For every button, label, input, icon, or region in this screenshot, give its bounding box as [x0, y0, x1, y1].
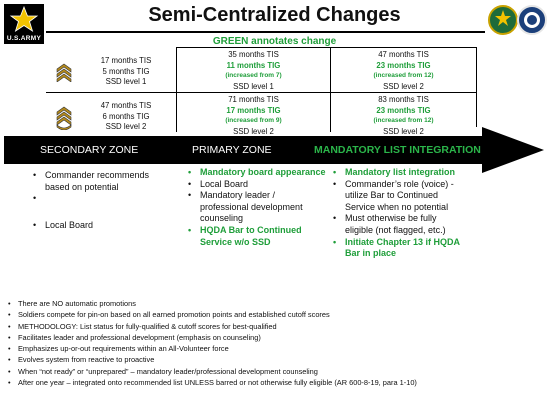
secondary-zone-label: SECONDARY ZONE	[40, 144, 139, 156]
primary-zone-label: PRIMARY ZONE	[192, 144, 272, 156]
column-divider-3	[476, 47, 477, 127]
row2-primary-tis: 71 months TIS	[228, 95, 279, 104]
row2-mandatory-ssd: SSD level 2	[383, 126, 424, 136]
row-divider	[46, 92, 476, 93]
title-underline	[46, 31, 485, 33]
list-item: • Local Board	[186, 179, 326, 191]
summary-bullet: • Emphasizes up-or-out requirements within an All-Volunteer force	[4, 343, 544, 354]
list-item: • Commander recommends based on potential	[31, 170, 171, 193]
summary-bullet: • Evolves system from reactive to proactive	[4, 354, 544, 365]
summary-bullet: • Facilitates leader and professional development (emphasis on counseling)	[4, 332, 544, 343]
mandatory-zone-list	[331, 167, 461, 260]
list-item: • Commander’s role (voice) - utilize Bar to Continued Service when no potential	[331, 179, 461, 214]
list-item: • Local Board	[31, 220, 171, 232]
summary-bullet: • METHODOLOGY: List status for fully-qualified & cutoff scores for best-qualified	[4, 321, 544, 332]
list-item: • Mandatory leader / professional development counseling	[186, 190, 326, 225]
row1-secondary-ssd: SSD level 1	[105, 77, 147, 86]
row1-secondary-cell	[76, 56, 176, 88]
page-title: Semi-Centralized Changes	[148, 4, 401, 26]
row1-primary-cell	[177, 50, 330, 92]
row1-primary-tis: 35 months TIS	[228, 50, 279, 59]
row1-secondary-tis: 17 months TIS	[100, 56, 152, 65]
list-item: • Must otherwise be fully eligible (not flagged, etc.)	[331, 213, 461, 236]
row1-primary-note: (increased from 7)	[225, 72, 282, 79]
row2-secondary-ssd: SSD level 2	[105, 122, 147, 131]
row1-secondary-tig: 5 months TIG	[102, 66, 150, 76]
row2-primary-note: (increased from 9)	[225, 117, 282, 124]
summary-bullet: • After one year – integrated onto recommended list UNLESS barred or not otherwise fully eligible (AR 600-8-19, para 1-10)	[4, 377, 544, 388]
summary-bullet: • Soldiers compete for pin-on based on all earned promotion points and established cutoff scores	[4, 309, 544, 320]
row2-primary-ssd: SSD level 2	[233, 126, 274, 136]
row1-mandatory-ssd: SSD level 2	[383, 81, 424, 91]
secondary-zone-list	[31, 170, 171, 204]
row2-primary-tig: 17 months TIG	[226, 105, 281, 115]
summary-bullets	[4, 298, 544, 388]
primary-zone-list	[186, 167, 326, 248]
row1-primary-ssd: SSD level 1	[233, 81, 274, 91]
row1-mandatory-cell	[331, 50, 476, 92]
list-item: • Initiate Chapter 13 if HQDA Bar in place	[331, 237, 461, 260]
mandatory-zone-label: MANDATORY LIST INTEGRATION	[314, 144, 481, 156]
seals-icon	[488, 3, 548, 37]
list-item: • HQDA Bar to Continued Service w/o SSD	[186, 225, 326, 248]
row2-secondary-tis: 47 months TIS	[100, 101, 152, 110]
row1-primary-tig: 11 months TIG	[226, 60, 281, 70]
row2-secondary-tig: 6 months TIG	[102, 111, 150, 121]
green-annotation-note: GREEN annotates change	[212, 36, 337, 47]
row-divider-top	[176, 47, 476, 48]
sergeant-rank-icon	[56, 62, 72, 82]
list-item: • Mandatory board appearance	[186, 167, 326, 179]
summary-bullet: • When “not ready” or “unprepared” – mandatory leader/professional development counseling	[4, 366, 544, 377]
list-item: • Mandatory list integration	[331, 167, 461, 179]
summary-bullet: • There are NO automatic promotions	[4, 298, 544, 309]
row2-mandatory-tis: 83 months TIS	[378, 95, 429, 104]
secondary-zone-list-2	[31, 220, 171, 232]
row2-mandatory-note: (increased from 12)	[373, 117, 434, 124]
row1-mandatory-tig: 23 months TIG	[376, 60, 431, 70]
us-army-logo-text: U.S.ARMY	[6, 35, 42, 42]
row1-mandatory-tis: 47 months TIS	[378, 50, 429, 59]
row2-mandatory-tig: 23 months TIG	[376, 105, 431, 115]
list-spacer	[31, 193, 171, 204]
row1-mandatory-note: (increased from 12)	[373, 72, 434, 79]
